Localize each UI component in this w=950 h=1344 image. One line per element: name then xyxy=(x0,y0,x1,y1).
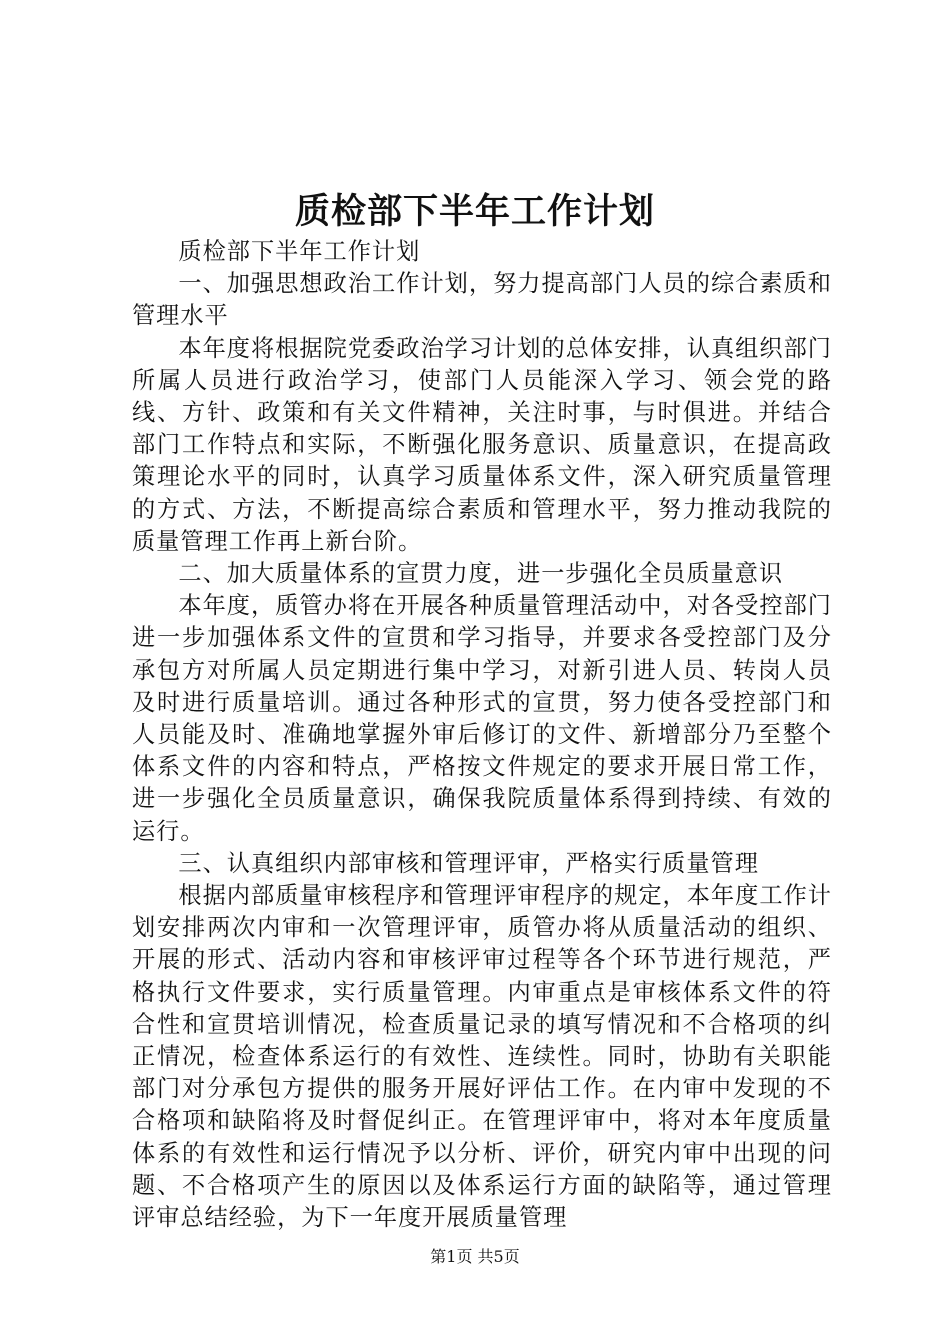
document-body xyxy=(132,236,832,1234)
document-title: 质检部下半年工作计划 xyxy=(294,191,655,232)
section-heading-1: 一、加强思想政治工作计划，努力提高部门人员的综合素质和管理水平 xyxy=(132,270,832,330)
paragraph-2: 本年度，质管办将在开展各种质量管理活动中，对各受控部门进一步加强体系文件的宣贯和学习指导，并要求各受控部门及分承包方对所属人员定期进行集中学习，对新引进人员、转岗人员及时进行质量培训。通过各种形式的宣贯，努力使各受控部门和人员能及时、准确地掌握外审后修订的文件、新增部分乃至整个体系文件的内容和特点，严格按文件规定的要求开展日常工作，进一步强化全员质量意识，确保我院质量体系得到持续、有效的运行。 xyxy=(132,592,832,845)
section-heading-3: 三、认真组织内部审核和管理评审，严格实行质量管理 xyxy=(178,849,759,877)
section-heading-2: 二、加大质量体系的宣贯力度，进一步强化全员质量意识 xyxy=(178,560,784,588)
paragraph-3: 根据内部质量审核程序和管理评审程序的规定，本年度工作计划安排两次内审和一次管理评审，质管办将从质量活动的组织、开展的形式、活动内容和审核评审过程等各个环节进行规范，严格执行文件要求，实行质量管理。内审重点是审核体系文件的符合性和宣贯培训情况，检查质量记录的填写情况和不合格项的纠正情况，检查体系运行的有效性、连续性。同时，协助有关职能部门对分承包方提供的服务开展好评估工作。在内审中发现的不合格项和缺陷将及时督促纠正。在管理评审中，将对本年度质量体系的有效性和运行情况予以分析、评价，研究内审中出现的问题、不合格项产生的原因以及体系运行方面的缺陷等，通过管理评审总结经验，为下一年度开展质量管理 xyxy=(132,882,832,1232)
paragraph-heading-repeat: 质检部下半年工作计划 xyxy=(178,238,421,265)
page-footer: 第1页 共5页 xyxy=(430,1247,520,1266)
paragraph-1: 本年度将根据院党委政治学习计划的总体安排，认真组织部门所属人员进行政治学习，使部门人员能深入学习、领会党的路线、方针、政策和有关文件精神，关注时事，与时俱进。并结合部门工作特点和实际，不断强化服务意识、质量意识，在提高政策理论水平的同时，认真学习质量体系文件，深入研究质量管理的方式、方法，不断提高综合素质和管理水平，努力推动我院的质量管理工作再上新台阶。 xyxy=(132,334,832,555)
